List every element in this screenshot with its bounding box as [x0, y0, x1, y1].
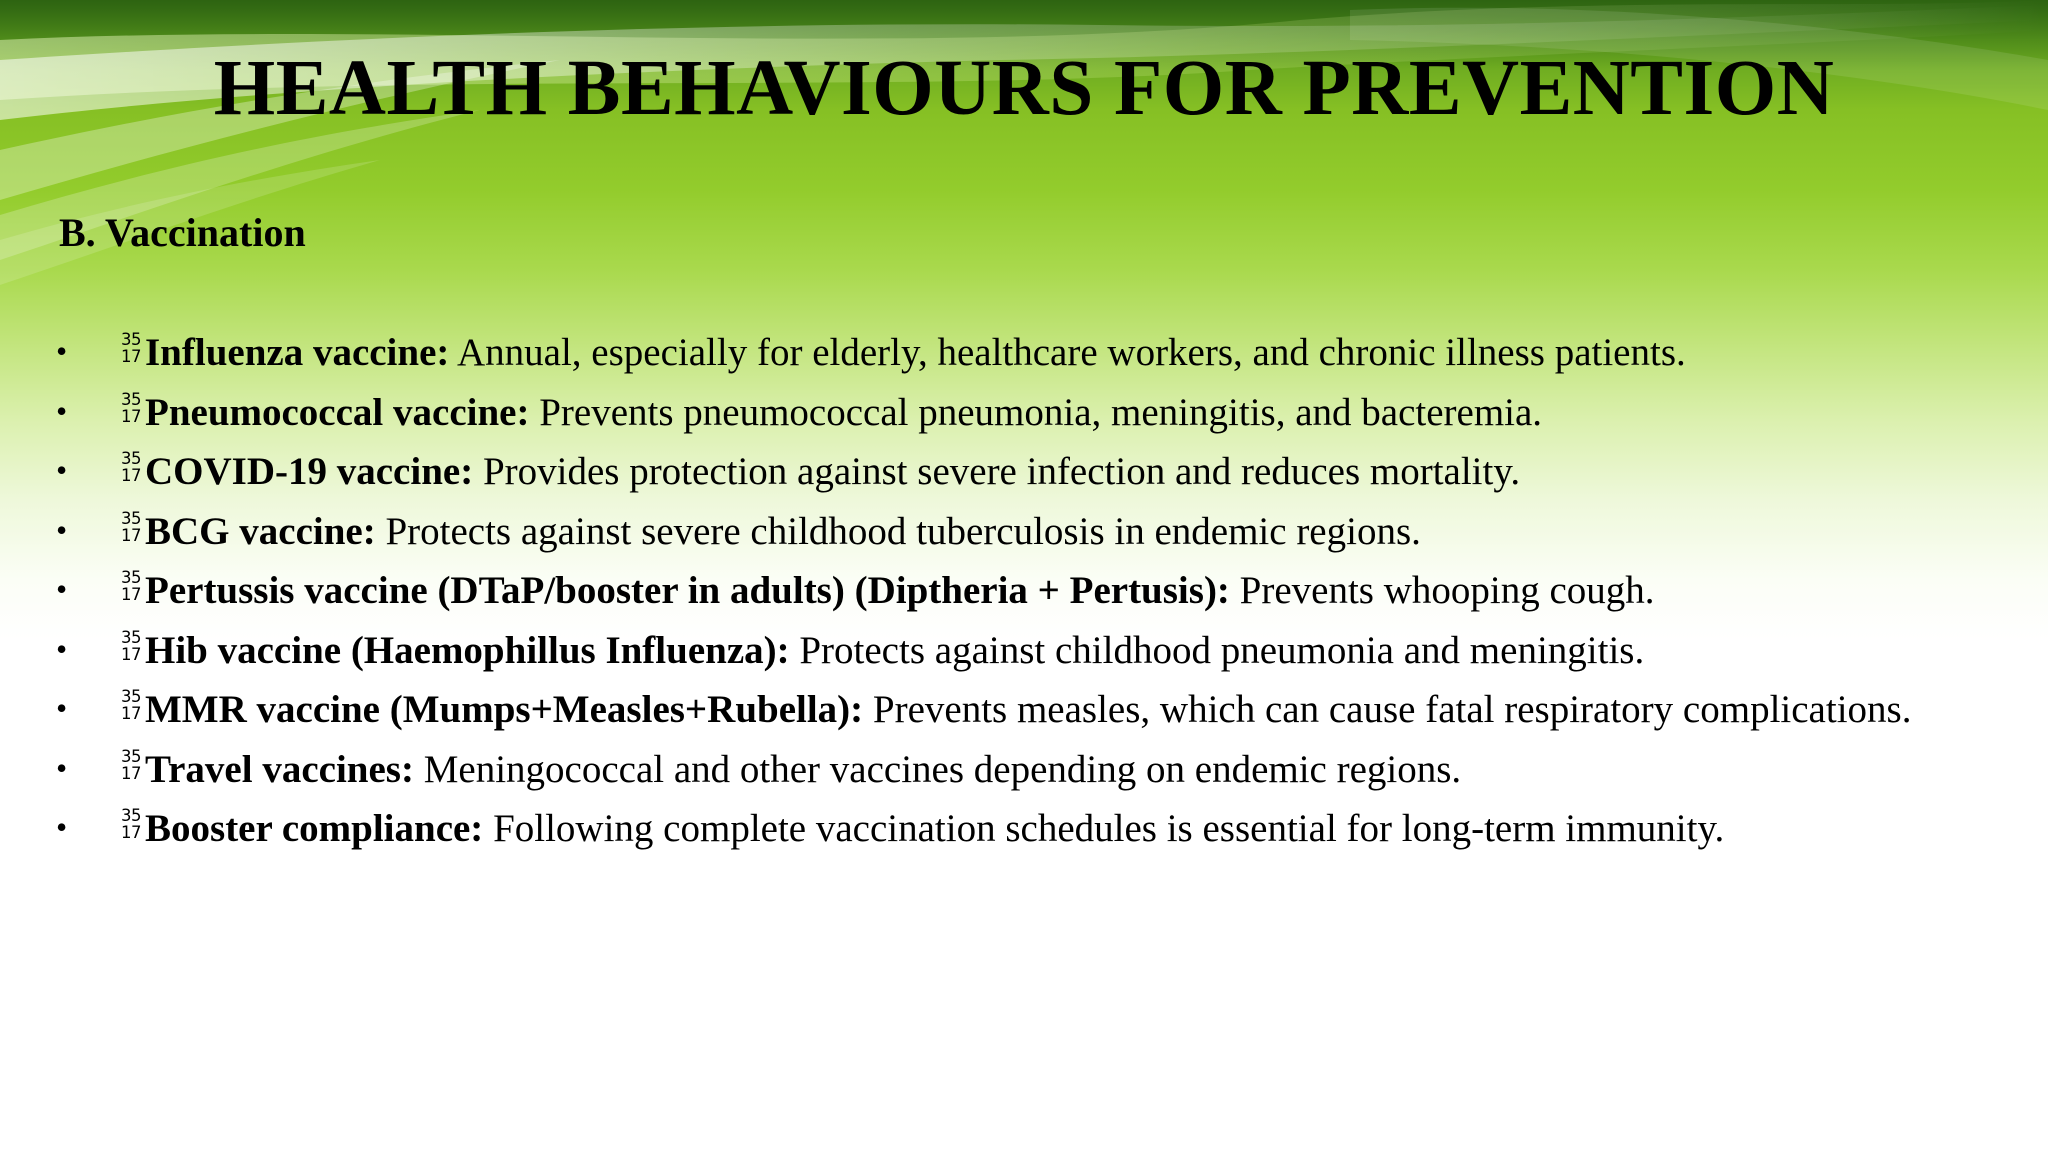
item-text: Meningococcal and other vaccines depending on endemic regions.	[413, 747, 1462, 791]
item-term: Travel vaccines:	[145, 747, 414, 791]
bullet-icon: •	[56, 809, 68, 845]
list-item	[0, 388, 2048, 438]
item-term: Pneumococcal vaccine:	[145, 390, 530, 434]
list-item	[0, 328, 2048, 378]
item-text: Following complete vaccination schedules is essential for long-term immunity.	[483, 807, 1725, 850]
item-text: Prevents pneumococcal pneumonia, meningitis, and bacteremia.	[529, 390, 1543, 434]
glyph-icon: 35 17	[121, 508, 141, 545]
list-item	[0, 566, 2048, 616]
bullet-icon: •	[56, 749, 68, 786]
vaccine-list	[0, 328, 2048, 864]
item-text: Prevents whooping cough.	[1229, 569, 1655, 612]
bullet-icon: •	[56, 392, 68, 429]
list-item	[0, 626, 2048, 676]
item-text: Annual, especially for elderly, healthcare workers, and chronic illness patients.	[449, 331, 1686, 374]
item-term: Pertussis vaccine (DTaP/booster in adults) (Diptheria + Pertusis):	[145, 569, 1230, 612]
item-text: Protects against childhood pneumonia and meningitis.	[789, 628, 1645, 672]
bullet-icon: •	[56, 690, 68, 726]
bullet-icon: •	[56, 511, 68, 548]
item-term: MMR vaccine (Mumps+Measles+Rubella):	[145, 688, 864, 731]
bullet-icon: •	[56, 571, 68, 607]
glyph-icon: 35 17	[121, 746, 141, 783]
item-text: Protects against severe childhood tuberculosis in endemic regions.	[375, 509, 1421, 553]
item-text: Prevents measles, which can cause fatal respiratory complications.	[863, 688, 1912, 731]
item-term: Booster compliance:	[145, 807, 484, 850]
glyph-icon: 35 17	[121, 568, 141, 604]
glyph-icon: 35 17	[121, 806, 141, 842]
item-text: Provides protection against severe infection and reduces mortality.	[473, 450, 1521, 493]
list-item	[0, 447, 2048, 497]
list-item	[0, 745, 2048, 795]
item-term: Influenza vaccine:	[145, 331, 450, 374]
bullet-icon: •	[56, 333, 68, 369]
item-term: Hib vaccine (Haemophillus Influenza):	[145, 628, 790, 672]
list-item	[0, 804, 2048, 854]
list-item	[0, 507, 2048, 557]
section-heading: B. Vaccination	[59, 210, 306, 255]
bullet-icon: •	[56, 452, 68, 488]
list-item	[0, 685, 2048, 735]
slide-title: HEALTH BEHAVIOURS FOR PREVENTION	[213, 45, 1835, 132]
glyph-icon: 35 17	[121, 389, 141, 426]
item-term: BCG vaccine:	[145, 509, 376, 553]
bullet-icon: •	[56, 630, 68, 667]
glyph-icon: 35 17	[121, 627, 141, 664]
glyph-icon: 35 17	[121, 449, 141, 485]
glyph-icon: 35 17	[121, 330, 141, 366]
item-term: COVID-19 vaccine:	[145, 450, 474, 493]
glyph-icon: 35 17	[121, 687, 141, 723]
